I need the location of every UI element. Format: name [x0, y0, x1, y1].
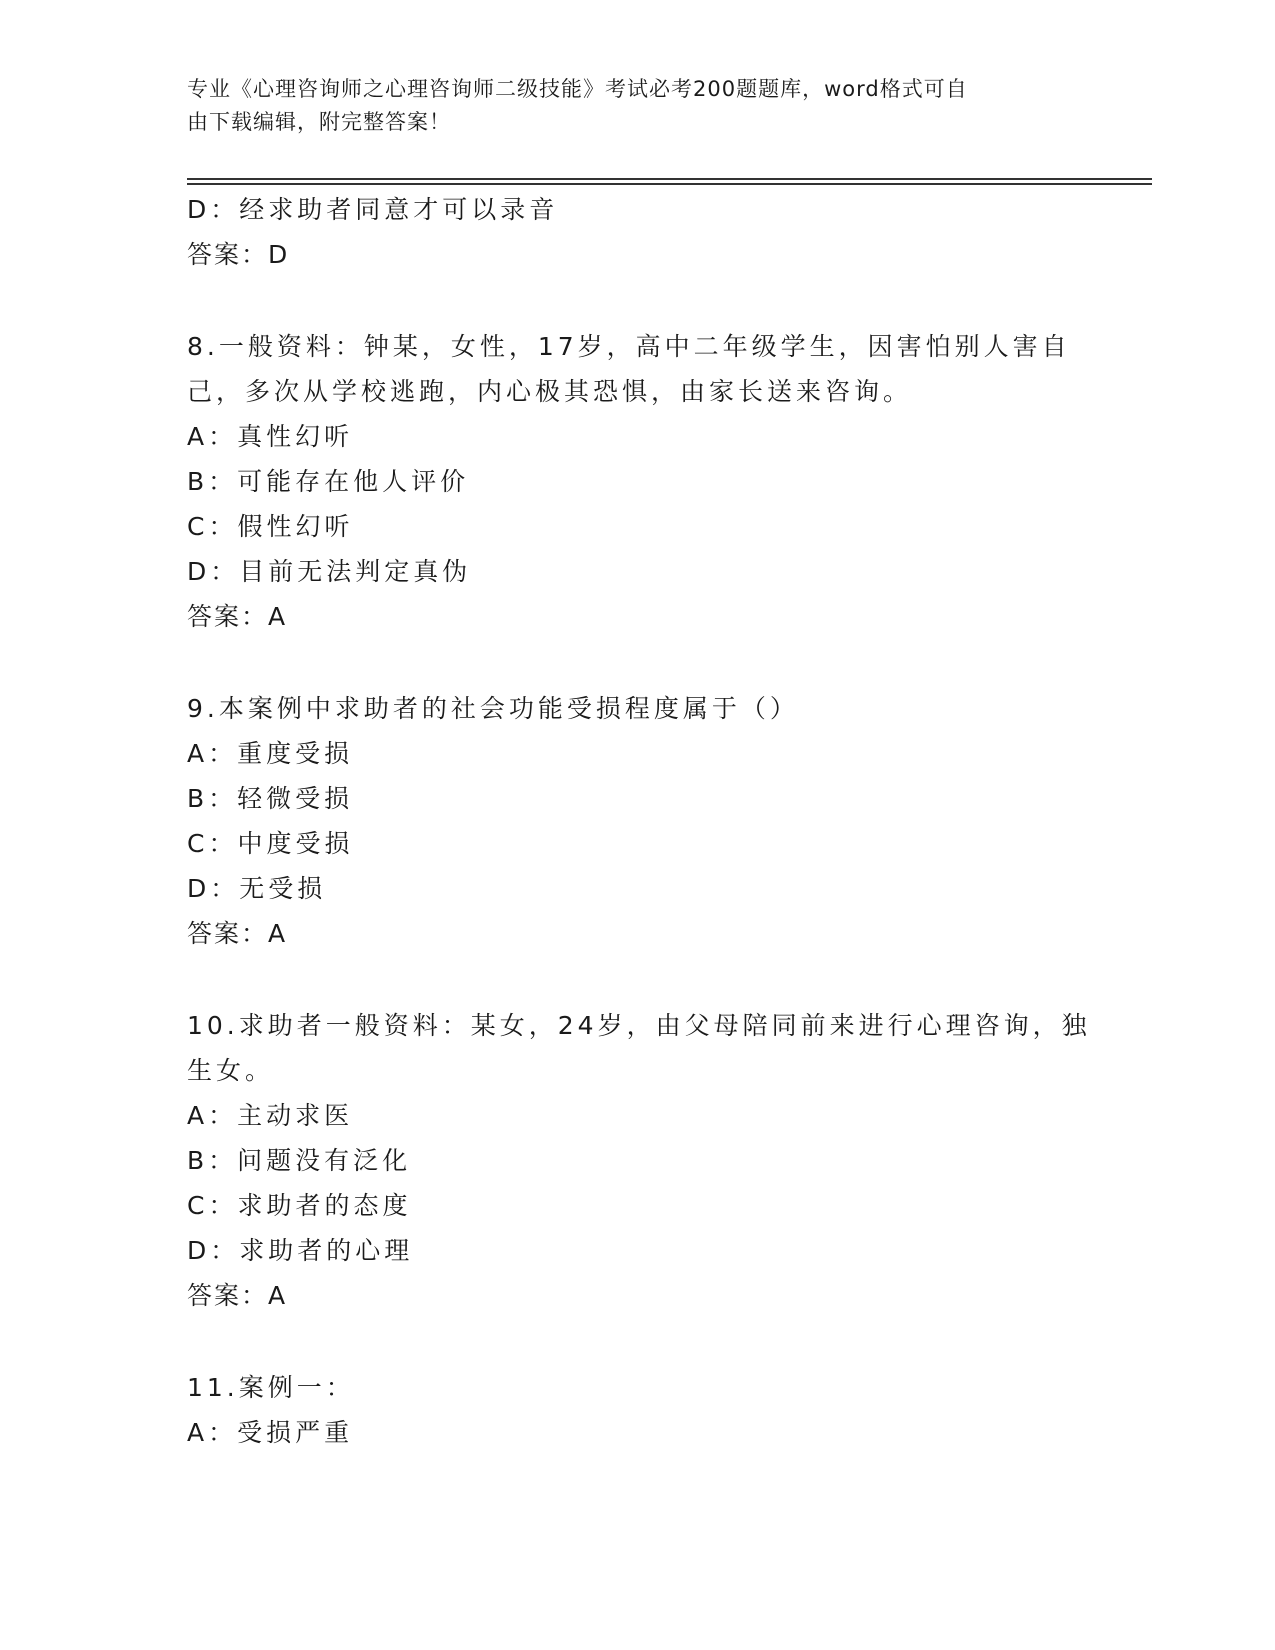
- question-9: [187, 686, 1087, 956]
- option-a: A：真性幻听: [187, 422, 354, 451]
- option-b: B：可能存在他人评价: [187, 467, 470, 496]
- answer-line: 答案：A: [187, 919, 288, 948]
- option-b: B：问题没有泛化: [187, 1146, 412, 1175]
- question-spacer: [187, 639, 1087, 686]
- document-header: [187, 73, 1067, 139]
- question-spacer: [187, 956, 1087, 1003]
- answer-line: 答案：A: [187, 1281, 288, 1310]
- answer-line: 答案：A: [187, 602, 288, 631]
- header-rule-top: [187, 178, 1152, 180]
- option-d: D：目前无法判定真伪: [187, 557, 472, 586]
- option-c: C：假性幻听: [187, 512, 354, 541]
- option-a: A：重度受损: [187, 739, 354, 768]
- option-a: A：主动求医: [187, 1101, 354, 1130]
- option-a: A：受损严重: [187, 1418, 354, 1447]
- header-line-1: 专业《心理咨询师之心理咨询师二级技能》考试必考200题题库，word格式可自: [187, 77, 968, 101]
- header-rule-bottom: [187, 183, 1152, 185]
- question-text-continued: 生女。: [187, 1056, 275, 1085]
- question-text-continued: 己，多次从学校逃跑，内心极其恐惧，由家长送来咨询。: [187, 377, 913, 406]
- question-text: 8.一般资料：钟某，女性，17岁，高中二年级学生，因害怕别人害自: [187, 332, 1071, 361]
- question-10: [187, 1003, 1091, 1318]
- option-c: C：中度受损: [187, 829, 354, 858]
- question-text: 9.本案例中求助者的社会功能受损程度属于（）: [187, 694, 799, 723]
- option-b: B：轻微受损: [187, 784, 354, 813]
- question-11: [187, 1365, 1087, 1455]
- question-text: 10.求助者一般资料：某女，24岁，由父母陪同前来进行心理咨询，独: [187, 1011, 1091, 1040]
- option-c: C：求助者的态度: [187, 1191, 412, 1220]
- answer-line: 答案：D: [187, 240, 290, 269]
- header-line-2: 由下载编辑，附完整答案！: [187, 110, 451, 134]
- question-8: [187, 324, 1087, 639]
- option-d: D：经求助者同意才可以录音: [187, 195, 559, 224]
- option-d: D：无受损: [187, 874, 327, 903]
- option-d: D：求助者的心理: [187, 1236, 414, 1265]
- question-text: 11.案例一：: [187, 1373, 355, 1402]
- question-content: [187, 187, 1091, 1455]
- question-spacer: [187, 277, 1087, 324]
- question-spacer: [187, 1318, 1087, 1365]
